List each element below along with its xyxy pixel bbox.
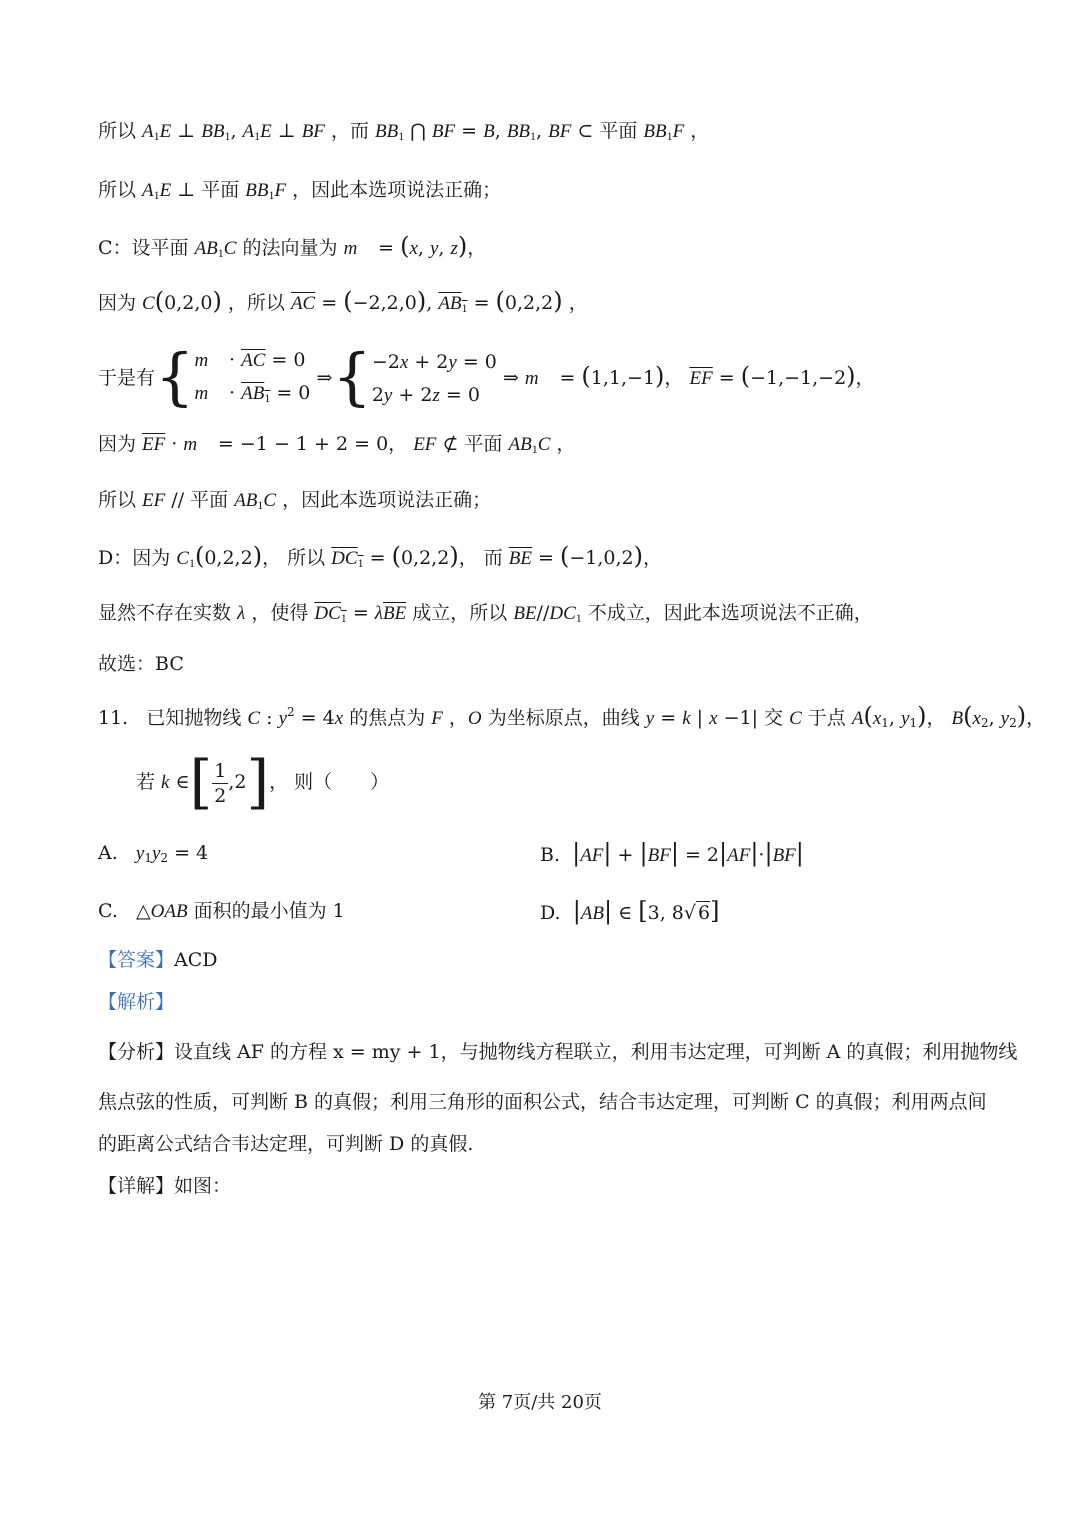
detail-line: 【详解】如图： [98,1175,232,1197]
solution-line-5: 于是有{m⃗ · $\overline{AC} = 0$ m⃗ · $AB_1 = 0$ ⇒{−2x + 2y = 0 2y + 2z = 0 ⇒ m⃗ = (1,1,−1)， $\overline{EF} = (-1,-1,-2)$， [98,340,875,413]
answer-tag: 【答案】 [98,949,175,971]
answer-value: ACD [174,949,218,971]
analysis-tag: 【解析】 [98,991,175,1013]
analysis-line-1: 【分析】设直线 AF 的方程 x = my + 1，与抛物线方程联立，利用韦达定理，可判断 A 的真假；利用抛物线 [98,1041,1018,1063]
question-stem: 11. 已知抛物线 C : $y^2 = 4x$ 的焦点为 F ，O 为坐标原点，曲线 y = k | x −1| 交 C 于点 $A(x_1$, $y_1$)， $B(x_2$, $y_2$)， [98,702,1046,730]
question-condition: 若 k ∈[ $\frac{1}{2}$ ,2]， 则（ ） [136,748,390,816]
option-d[interactable]: D. |AB| ∈ [3, 8√ 6] [540,897,720,925]
solution-line-9: 显然不存在实数 λ ，使得 $DC_1 = \lambda\overline{BE}$ 成立，所以 $BE//DC_1$ 不成立，因此本选项说法不正确， [98,602,873,625]
option-a[interactable]: A. $y_1y_2 = 4$ [98,842,209,865]
analysis-line-2: 焦点弦的性质，可判断 B 的真假；利用三角形的面积公式，结合韦达定理，可判断 C 的真假；利用两点间 [98,1091,987,1113]
solution-line-6: 因为 $\overline{EF}$ · m⃗ = −1 − 1 + 2 = 0， EF ⊄ 平面 $AB_1C$ ， [98,433,576,456]
solution-line-3: C：设平面 $AB_1C$ 的法向量为 m⃗ = (x, y, z)， [98,232,487,260]
solution-line-7: 所以 EF // 平面 $AB_1C$ ，因此本选项说法正确； [98,489,492,512]
option-c[interactable]: C. △OAB 面积的最小值为 1 [98,900,345,922]
option-b[interactable]: B. |AF| + |BF| = 2|AF|·|BF| [540,839,804,867]
solution-line-10: 故选：BC [98,653,184,675]
solution-line-4: 因为 C(0,2,0) ，所以 $\overline{AC} = (-2,2,0)$, $AB_1 = (0,2,2)$ ， [98,287,588,315]
solution-line-8: D：因为 $C_1(0,2,2)$， 所以 $DC_1 = (0,2,2)$， 而 $\overline{BE} = (-1,0,2)$， [98,542,663,570]
analysis-line-3: 的距离公式结合韦达定理，可判断 D 的真假. [98,1133,474,1155]
solution-line-1: 所以 $A_1E$ ⊥ $BB_1$, $A_1E$ ⊥ BF ，而 $BB_1$ ⋂ BF = B, $BB_1$, BF ⊂ 平面 $BB_1F$ ， [98,120,710,143]
answer-line [98,946,218,974]
page-footer: 第 7页/共 20页 [478,1392,602,1413]
question-number: 11. [98,707,129,729]
solution-line-2: 所以 $A_1E$ ⊥ 平面 $BB_1F$ ，因此本选项说法正确； [98,179,502,202]
